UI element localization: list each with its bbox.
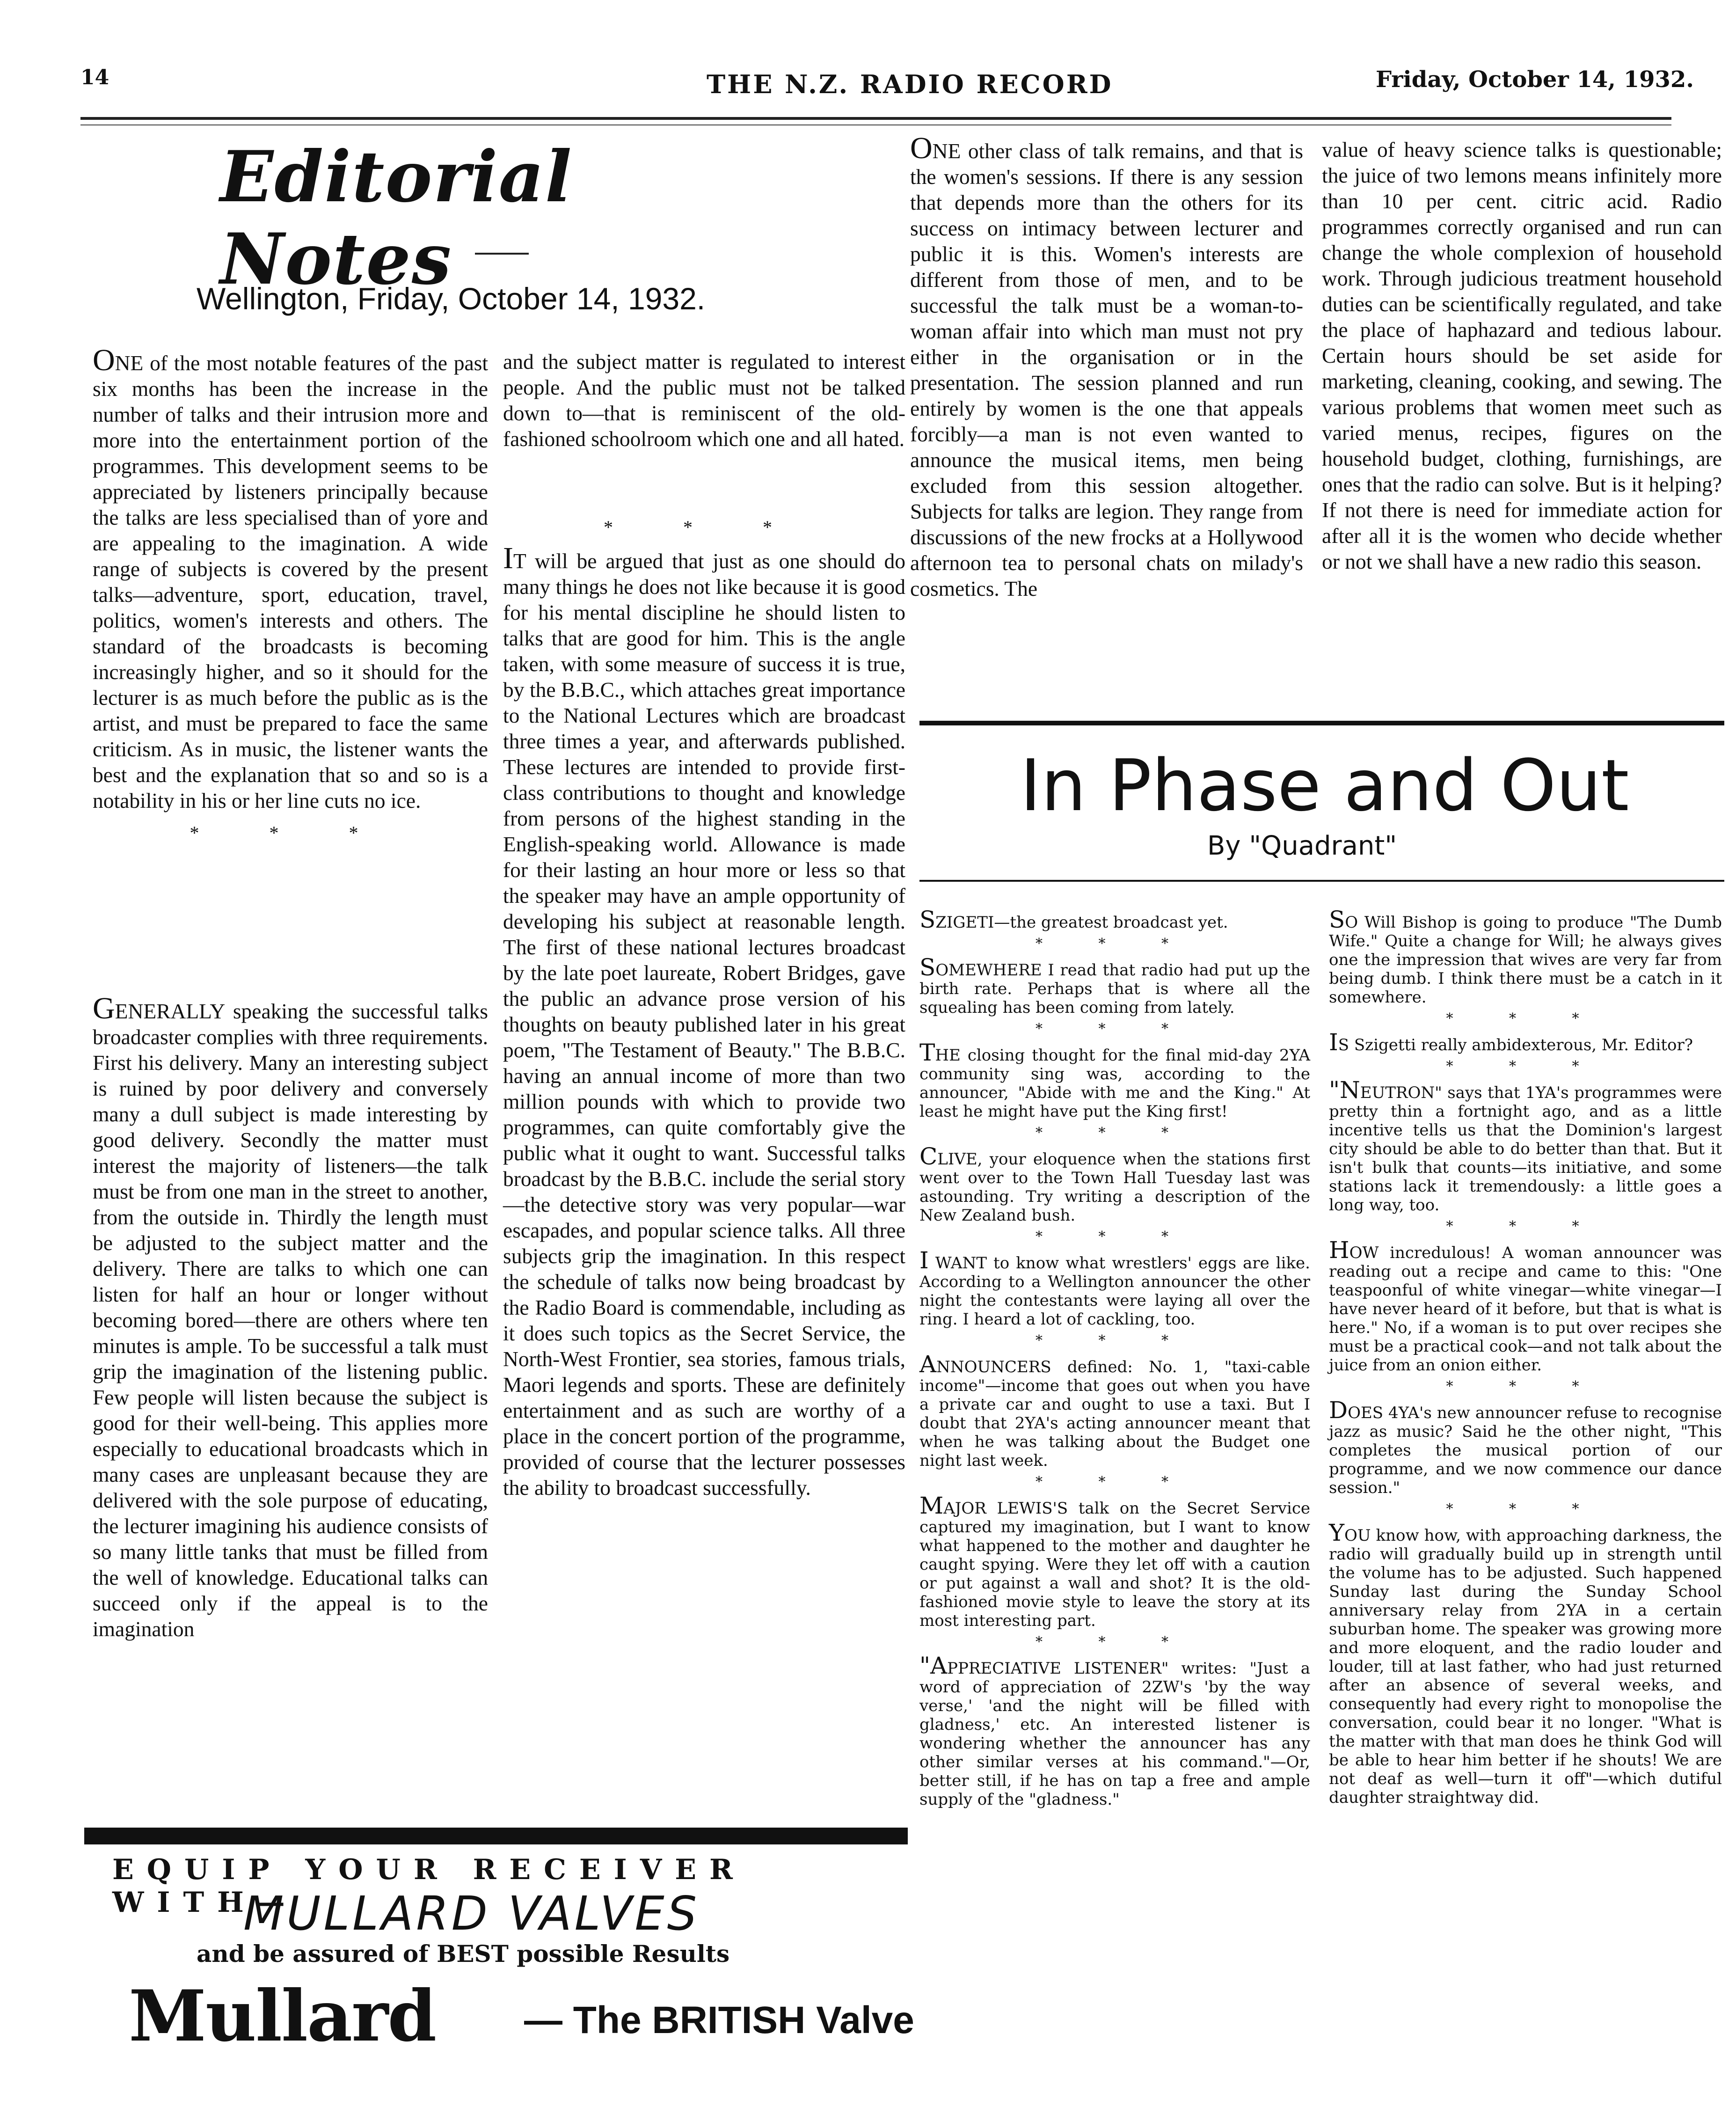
- editorial-column-4: [1322, 137, 1722, 574]
- feature-title: In Phase and Out: [1020, 744, 1629, 827]
- item-separator: * * *: [1446, 1058, 1605, 1075]
- item-lead: I: [919, 1247, 929, 1274]
- item-text: AJOR LEWIS'S talk on the Secret Service captured my imagination, but I want to know what happened to the mother and daughter he caught spying. Were they let off with a caution or put against a wall and shot? It is the old-fashioned movie style to leave the story at its most interesting part.: [919, 1499, 1310, 1630]
- editorial-column-1: [93, 343, 488, 852]
- item-separator: * * *: [1035, 936, 1195, 952]
- item-lead: "N: [1329, 1076, 1360, 1104]
- drop-cap: G: [93, 991, 115, 1025]
- item-separator: * * *: [1446, 1010, 1605, 1027]
- feature-item: [1329, 1519, 1722, 1807]
- editorial-column-2-lower: [503, 508, 905, 1500]
- item-lead: D: [1329, 1397, 1348, 1424]
- feature-item: [919, 1351, 1310, 1470]
- feature-item: [919, 906, 1310, 933]
- item-separator: * * *: [1035, 1229, 1195, 1245]
- item-text: OMEWHERE I read that radio had put up the birth rate. Perhaps that is where all the squealing has been coming from lately.: [919, 961, 1310, 1017]
- paragraph-text: T will be argued that just as one should do many things he does not like because it is good for his mental discipline he should listen to talks that are good for him. This is the angle taken, with some measure of success it is true, by the B.B.C., which attaches great importance to the National Lectures which are broadcast three times a year, and afterwards published. These lectures are intended to provide first-class contributions to thought and knowledge from persons of the highest standing in the English-speaking world. Allowance is made for their lasting an hour more or less so that the speaker may have an ample opportunity of developing his subject at reasonable length. The first of these national lectures broadcast by the late poet laureate, Robert Bridges, gave the public an advance prose version of his thoughts on beauty published later in his great poem, "The Testament of Beauty." The B.B.C. having an annual income of more than two million pounds with which to provide two programmes, can quite comfortably give the public what it ought to want. Successful talks broadcast by the B.B.C. include the serial story—the detective story was very popular—war escapades, and popular science talks. All three subjects grip the imagination. In this respect the schedule of talks now being broadcast by the Radio Board is commendable, including as it does such topics as the Secret Service, the North-West Frontier, sea stories, famous trials, Maori legends and sports. These are definitely entertainment and as such are worthy of a place in the concert portion of the programme, provided of course that the lecturer possesses the ability to broadcast successfully.: [503, 549, 905, 1500]
- editorial-column-3: [910, 131, 1303, 601]
- feature-item: [919, 1143, 1310, 1225]
- item-text: PPRECIATIVE LISTENER" writes: "Just a word of appreciation of 2ZW's 'by the way verse,' 'and the night will be filled with gladness,' etc. An interested listener is wondering whether the announcer has any other similar verses at his command."—Or, better still, if he has on tap a free and ample supply of the "gladness.": [919, 1659, 1310, 1809]
- item-text: S Szigetti really ambidexterous, Mr. Editor?: [1338, 1036, 1693, 1054]
- section-separator: * * *: [190, 822, 391, 843]
- paragraph-text: ENERALLY speaking the successful talks broadcaster complies with three requirements. First his delivery. Many an interesting subject is ruined by poor delivery and conversely many a dull subject is made interesting by good delivery. Secondly the matter must interest the majority of listeners—the talk must be from one man in the street to another, from the outside in. Thirdly the length must be adjusted to the subject matter and the delivery. There are talks to which one can listen for half an hour or longer without becoming bored—there are others where ten minutes is ample. To be successful a talk must grip the imagination of the listening public. Few people will listen because the subject is good for their well-being. This applies more especially to educational broadcasts which in many cases are unpleasant because they are delivered with the sole purpose of educating, the lecturer imagining his audience consists of so many little tanks that must be filled from the well of knowledge. Educational talks can succeed only if the appeal is to the imagination: [93, 999, 488, 1641]
- publication-title: THE N.Z. RADIO RECORD: [707, 69, 1113, 99]
- item-lead: S: [919, 906, 936, 933]
- item-lead: M: [919, 1492, 944, 1519]
- item-separator: * * *: [1035, 1021, 1195, 1037]
- section-separator: * * *: [604, 517, 805, 538]
- item-lead: S: [1329, 906, 1345, 933]
- editorial-title: Editorial Notes: [220, 136, 573, 300]
- feature-bottom-rule: [919, 880, 1724, 882]
- item-lead: Y: [1329, 1519, 1345, 1546]
- item-separator: * * *: [1446, 1501, 1605, 1517]
- editorial-title-rule: [475, 253, 529, 255]
- feature-top-rule: [919, 721, 1724, 725]
- editorial-paragraph: [503, 349, 905, 452]
- item-text: EUTRON" says that 1YA's programmes were pretty thin a fortnight ago, and as a little incentive tells us that the Dominion's largest city should be able to do better than that. But it isn't bulk that counts—its initiative, and some stations lack it tremendously: a little goes a long way, too.: [1329, 1083, 1722, 1214]
- item-text: WANT to know what wrestlers' eggs are like. According to a Wellington announcer the other night the contestants were laying all over the ring. I heard a lot of cackling, too.: [919, 1254, 1310, 1329]
- editorial-column-1-lower: [93, 991, 488, 1642]
- feature-item: [919, 954, 1310, 1017]
- feature-item: [919, 1039, 1310, 1121]
- advert-headline: EQUIP YOUR RECEIVER WITH—: [112, 1853, 746, 1919]
- drop-cap: O: [910, 131, 933, 165]
- page-number: 14: [80, 66, 109, 89]
- feature-item: [1329, 906, 1722, 1007]
- feature-item: [1329, 1029, 1722, 1056]
- item-separator: * * *: [1035, 1634, 1195, 1650]
- feature-byline: By "Quadrant": [1207, 831, 1397, 861]
- advert-claim: and be assured of BEST possible Results: [197, 1940, 730, 1968]
- editorial-column-2: [503, 349, 905, 452]
- item-text: ZIGETI—the greatest broadcast yet.: [935, 913, 1228, 932]
- item-separator: * * *: [1035, 1474, 1195, 1490]
- item-text: OES 4YA's new announcer refuse to recognise jazz as music? Said he the other night, "This completes the musical portion of our programme, and we now commence our dance session.": [1329, 1404, 1722, 1497]
- item-lead: "A: [919, 1652, 948, 1679]
- feature-item: [919, 1492, 1310, 1630]
- item-separator: * * *: [1035, 1332, 1195, 1349]
- advert-tagline: — The BRITISH Valve: [524, 1999, 914, 2041]
- header-rule: [80, 117, 1671, 125]
- feature-column-left: [919, 906, 1310, 1809]
- item-lead: C: [919, 1143, 938, 1170]
- item-text: LIVE, your eloquence when the stations first went over to the Town Hall Tuesday last was astounding. Try writing a description of the New Zealand bush.: [919, 1150, 1310, 1225]
- feature-item: [919, 1652, 1310, 1809]
- editorial-paragraph: [910, 131, 1303, 601]
- drop-cap: I: [503, 541, 513, 575]
- editorial-paragraph: [503, 541, 905, 1500]
- item-text: HE closing thought for the final mid-day 2YA community sing was, according to the announcer, "Abide with me and the King." At least he might have put the King first!: [919, 1046, 1310, 1121]
- item-lead: A: [919, 1351, 937, 1378]
- item-lead: S: [919, 954, 936, 981]
- item-text: NNOUNCERS defined: No. 1, "taxi-cable income"—income that goes out when you have a private car and ought to use a taxi. But I doubt that 2YA's acting announcer meant that when he was talking about the Budget one night last week.: [919, 1358, 1310, 1470]
- editorial-paragraph: [93, 991, 488, 1642]
- feature-item: [1329, 1236, 1722, 1375]
- paragraph-text: value of heavy science talks is questionable; the juice of two lemons means infinitely more than 10 per cent. citric acid. Radio programmes correctly organised and run can change the whole complexion of household work. Through judicious treatment household duties can be scientifically regulated, and take the place of haphazard and tedious labour. Certain hours should be set aside for marketing, cleaning, cooking, and sewing. The various problems that women meet such as varied menus, recipes, figures on the household budget, clothing, furnishings, are ones that the radio can solve. But is it helping? If not there is need for immediate action for after all it is the women who decide whether or not we shall have a new radio this season.: [1322, 138, 1722, 573]
- issue-date: Friday, October 14, 1932.: [1376, 66, 1694, 93]
- paragraph-text: NE of the most notable features of the past six months has been the increase in the number of talks and their intrusion more and more into the entertainment portion of the programmes. This development seems to be appreciated by listeners principally because the talks are less specialised than of yore and are appealing to the imagination. A wide range of subjects is covered by the present talks—adventure, sport, education, travel, politics, women's interests and others. The standard of the broadcasts is becoming increasingly higher, and so it should for the lecturer is as much before the public as is the artist, and must be prepared to face the same criticism. As in music, the listener wants the best and the explanation that so and so is a notability in his or her line cuts no ice.: [93, 351, 488, 812]
- item-lead: I: [1329, 1029, 1338, 1056]
- feature-item: [919, 1247, 1310, 1329]
- editorial-paragraph: [1322, 137, 1722, 574]
- feature-item: [1329, 1076, 1722, 1214]
- item-separator: * * *: [1446, 1218, 1605, 1235]
- paragraph-text: NE other class of talk remains, and that is the women's sessions. If there is any session that depends more than the others for its success on intimacy between lecturer and public it is this. Women's interests are different from those of men, and to be successful the talk must be a woman-to-woman affair into which man must not pry either in the organisation or in the presentation. The session planned and run entirely by women is the one that appeals forcibly—a man is not even wanted to announce the musical items, men being excluded from this session altogether. Subjects for talks are legion. They range from discussions of the new frocks at a Hollywood afternoon tea to personal chats on milady's cosmetics. The: [910, 139, 1303, 600]
- item-lead: T: [919, 1039, 935, 1066]
- item-text: O Will Bishop is going to produce "The Dumb Wife." Quite a change for Will; he always gives one the impression that wives are very far from being dumb. I think there must be a catch in it somewhere.: [1329, 913, 1722, 1007]
- paragraph-text: and the subject matter is regulated to interest people. And the public must not be talked down to—that is reminiscent of the old-fashioned schoolroom which one and all hated.: [503, 350, 905, 451]
- item-text: OU know how, with approaching darkness, the radio will gradually build up in strength until the volume has to be adjusted. Such happened Sunday last during the Sunday School anniversary relay from 2YA in a certain suburban home. The speaker was growing more and more eloquent, and the radio louder and louder, till at last father, who had just returned after an absence of several weeks, and consequently had every right to monopolise the conversation, could bear it no longer. "What is the matter with that man does he think God will be able to hear him better if he shouts! We are not deaf as well—turn it off"—which dutiful daughter straightway did.: [1329, 1526, 1722, 1807]
- advert-product: MULLARD VALVES: [243, 1886, 700, 1941]
- item-separator: * * *: [1035, 1125, 1195, 1141]
- advert-top-bar: [84, 1828, 908, 1844]
- item-separator: * * *: [1446, 1378, 1605, 1395]
- feature-item: [1329, 1397, 1722, 1497]
- drop-cap: O: [93, 343, 115, 377]
- editorial-paragraph: [93, 343, 488, 813]
- item-text: OW incredulous! A woman announcer was reading out a recipe and came to this: "One teaspoonful of white vinegar—white vinegar—I have never heard of it before, but that is what is here." No, if a woman is to put over recipes she must be a practical cook—and not talk about the juice from an onion either.: [1329, 1244, 1722, 1375]
- editorial-dateline: Wellington, Friday, October 14, 1932.: [197, 281, 706, 316]
- item-lead: H: [1329, 1236, 1349, 1264]
- advert-brand-logo: Mullard: [129, 1975, 436, 2057]
- feature-column-right: [1329, 906, 1722, 1807]
